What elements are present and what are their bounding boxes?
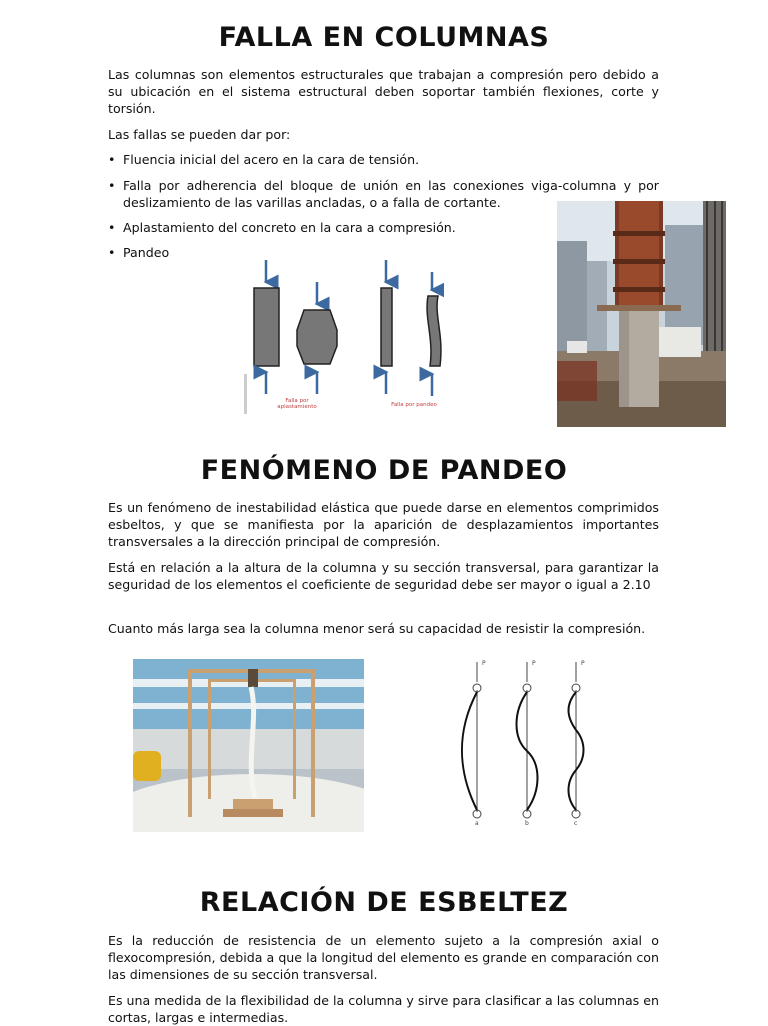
column-construction-photo	[557, 201, 726, 427]
mode-caption: b	[525, 820, 529, 827]
bullet-item	[108, 244, 228, 261]
failure-modes-diagram	[244, 258, 444, 414]
buckling-experiment-photo	[133, 659, 364, 832]
buckled-shape-mode-a	[462, 692, 477, 810]
esbeltez-paragraph-1: Es la reducción de resistencia de un elemento sujeto a la compresión axial o flexocompresión, debida a que la longitud del elemento es grande en comparación con las dimensiones de su sección transversal.	[108, 933, 659, 982]
bullet-text: Pandeo	[123, 245, 170, 260]
bullet-dot: •	[108, 178, 116, 193]
column-slender	[381, 288, 392, 366]
bullet-text: Falla por adherencia del bloque de unión en las conexiones viga-columna y por deslizamiento de las varillas ancladas, o a falla de cortante.	[123, 178, 659, 210]
bullet-dot: •	[108, 245, 116, 260]
caption-buckle: Falla por pandeo	[391, 402, 437, 408]
section-title-falla: FALLA EN COLUMNAS	[218, 22, 550, 53]
column-buckled	[427, 296, 441, 366]
pandeo-paragraph-1: Es un fenómeno de inestabilidad elástica que puede darse en elementos comprimidos esbeltos, y que se manifiesta por la aparición de desplazamientos importantes transversales a la dirección principal de compresión.	[108, 500, 659, 549]
esbeltez-paragraph-2: Es una medida de la flexibilidad de la columna y sirve para clasificar a las columnas en cortas, largas e intermedias.	[108, 993, 659, 1025]
mode-caption: c	[574, 820, 578, 827]
pandeo-paragraph-3: Cuanto más larga sea la columna menor será su capacidad de resistir la compresión.	[108, 621, 646, 636]
bullet-dot: •	[108, 220, 116, 235]
load-label: P	[581, 660, 585, 667]
mode-caption: a	[475, 820, 479, 827]
load-label: P	[482, 660, 486, 667]
bullet-item	[108, 151, 659, 168]
bullet-item	[108, 219, 468, 236]
failure-lead: Las fallas se pueden dar por:	[108, 127, 291, 142]
intro-paragraph: Las columnas son elementos estructurales que trabajan a compresión pero debido a su ubicación en el sistema estructural deben soportar también flexiones, corte y torsión.	[108, 67, 659, 116]
buckling-modes-diagram	[455, 660, 595, 828]
bullet-dot: •	[108, 152, 116, 167]
pandeo-paragraph-2: Está en relación a la altura de la columna y su sección transversal, para garantizar la seguridad de los elementos el coeficiente de seguridad debe ser mayor o igual a 2.10	[108, 560, 659, 592]
column-straight	[254, 288, 279, 366]
column-crushed	[297, 310, 337, 364]
bullet-text: Fluencia inicial del acero en la cara de tensión.	[123, 152, 420, 167]
load-label: P	[532, 660, 536, 667]
section-title-pandeo: FENÓMENO DE PANDEO	[200, 455, 568, 486]
bullet-text: Aplastamiento del concreto en la cara a compresión.	[123, 220, 456, 235]
caption-crush: Falla por aplastamiento	[277, 398, 317, 410]
section-title-esbeltez: RELACIÓN DE ESBELTEZ	[199, 887, 569, 918]
